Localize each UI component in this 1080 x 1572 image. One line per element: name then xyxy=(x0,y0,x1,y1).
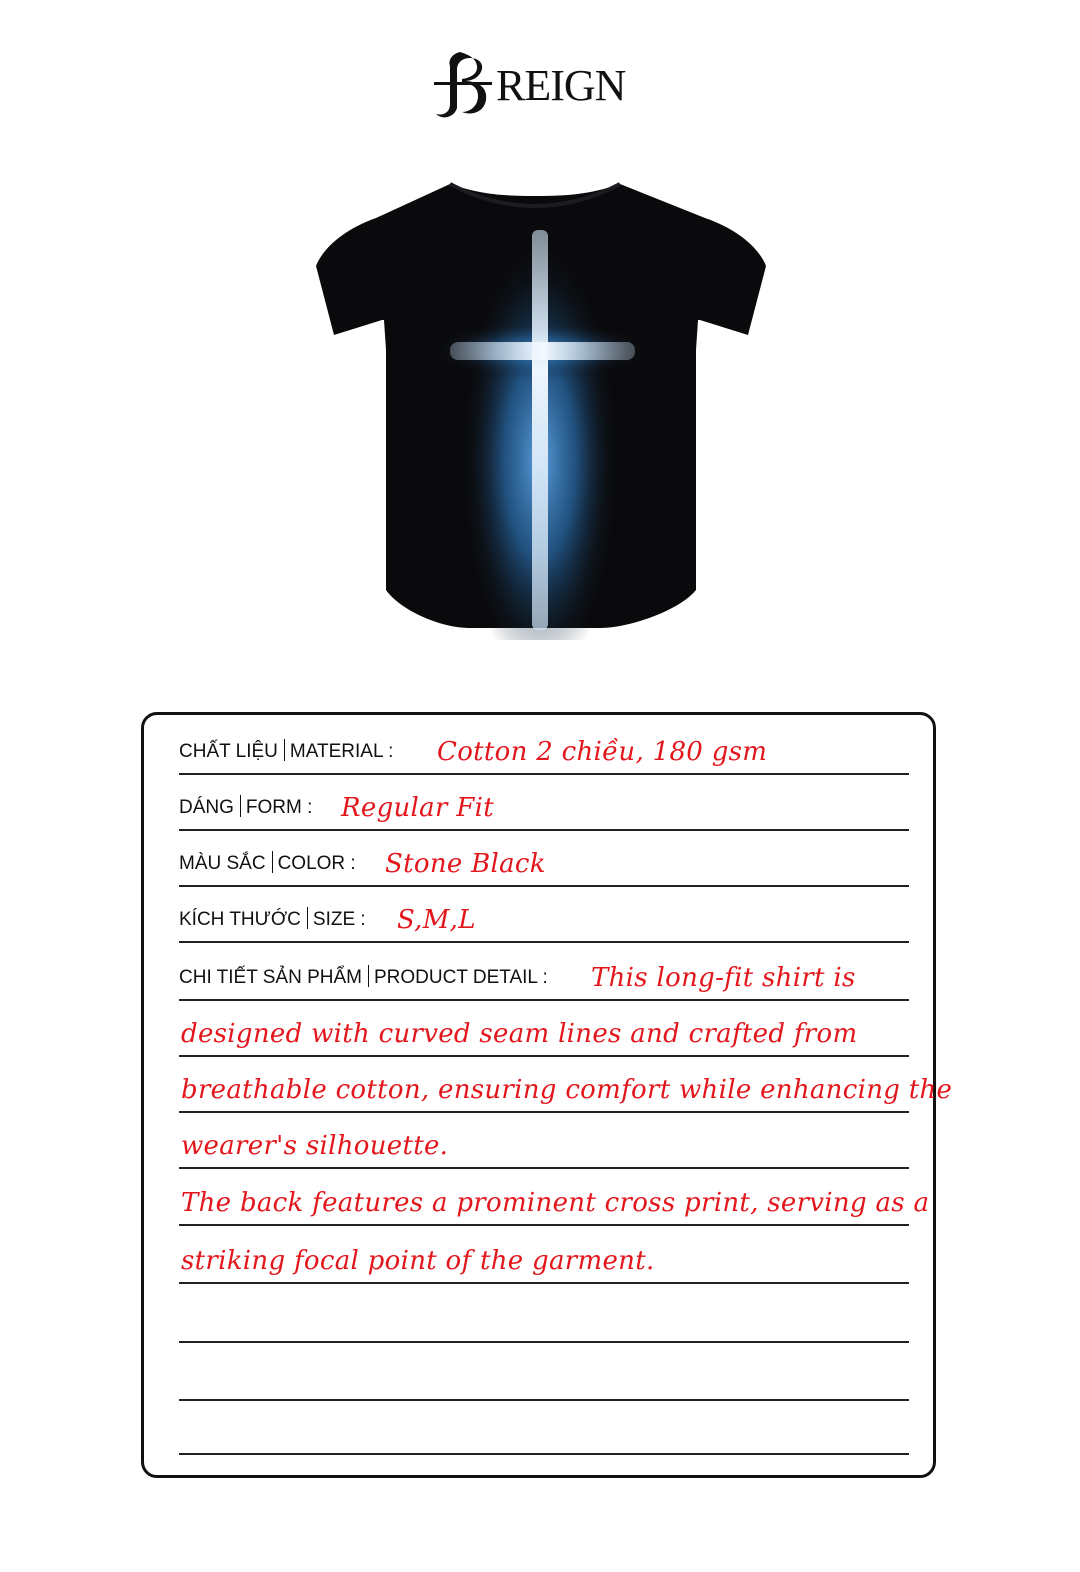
detail-row xyxy=(179,1224,909,1284)
detail-line: striking focal point of the garment. xyxy=(181,1246,655,1276)
spec-row-color xyxy=(179,827,909,887)
detail-row xyxy=(179,997,909,1057)
detail-line: This long-fit shirt is xyxy=(591,963,856,993)
detail-row xyxy=(179,1053,953,1113)
detail-row xyxy=(179,1166,930,1226)
tshirt-photo-icon xyxy=(300,170,770,640)
detail-line: The back features a prominent cross print, serving as a xyxy=(181,1188,930,1218)
spec-label-size: KÍCH THƯỚC SIZE : xyxy=(179,909,366,930)
spec-label-detail: CHI TIẾT SẢN PHẨM PRODUCT DETAIL : xyxy=(179,967,548,988)
detail-line: breathable cotton, ensuring comfort while enhancing the xyxy=(181,1075,953,1105)
blank-ruled-line xyxy=(179,1283,909,1343)
blank-ruled-line xyxy=(179,1395,909,1455)
spec-value-size: S,M,L xyxy=(397,905,476,935)
spec-row-material xyxy=(179,715,909,775)
spec-label-material: CHẤT LIỆU MATERIAL : xyxy=(179,741,394,762)
spec-label-color: MÀU SẮC COLOR : xyxy=(179,853,356,874)
reign-monogram-logo-icon xyxy=(430,46,500,126)
detail-row xyxy=(179,1109,909,1169)
detail-line: designed with curved seam lines and crafted from xyxy=(181,1019,858,1049)
spec-row-detail xyxy=(179,941,909,1001)
spec-label-form: DÁNG FORM : xyxy=(179,797,313,818)
brand-logo xyxy=(430,46,660,126)
brand-name: REIGN xyxy=(496,61,626,110)
product-spec-card xyxy=(141,712,953,1478)
spec-row-form xyxy=(179,771,909,831)
spec-value-color: Stone Black xyxy=(385,849,546,879)
spec-row-size xyxy=(179,883,909,943)
detail-line: wearer's silhouette. xyxy=(181,1131,449,1161)
spec-value-material: Cotton 2 chiều, 180 gsm xyxy=(437,737,768,767)
spec-value-form: Regular Fit xyxy=(341,793,494,823)
blank-ruled-line xyxy=(179,1341,909,1401)
